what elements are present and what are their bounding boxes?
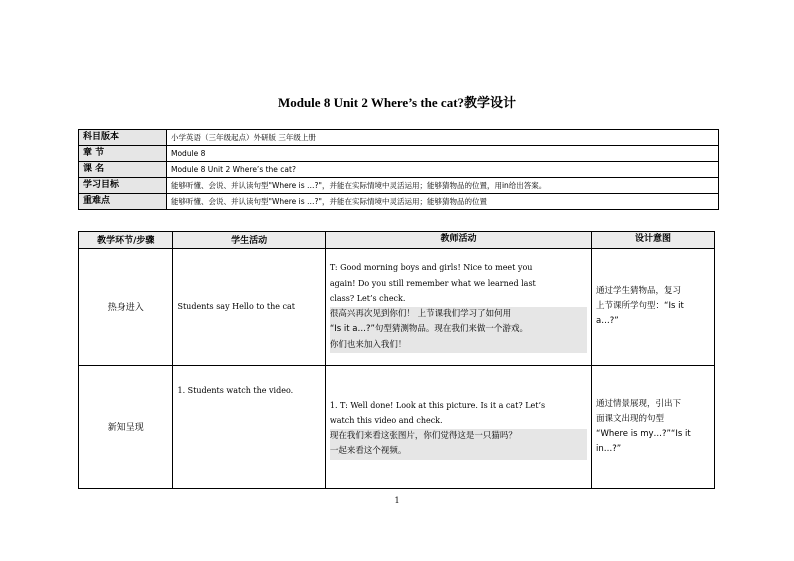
- step-cell: 热身进入: [79, 248, 173, 365]
- lesson-row-warmup: [79, 248, 715, 365]
- intent-line: 上节课所学句型：“Is it: [596, 301, 684, 311]
- info-key: 科目版本: [79, 130, 167, 146]
- course-info-table: [78, 129, 719, 210]
- info-row: [79, 146, 719, 162]
- lesson-header-row: [79, 232, 715, 249]
- teacher-line-en: class? Let’s check.: [329, 294, 406, 303]
- teacher-line-zh: 你们也来加入我们！: [330, 338, 587, 354]
- info-row: [79, 178, 719, 194]
- info-key: 学习目标: [79, 178, 167, 194]
- info-value: Module 8: [167, 146, 719, 162]
- intent-line: 通过学生猜物品，复习: [596, 286, 682, 296]
- info-value: 能够听懂、会说、并认读句型"Where is …?"，并能在实际情境中灵活运用；能够猜物品的位置，用in给出答案。: [167, 178, 719, 194]
- teacher-line-zh: 很高兴再次见到你们！ 上节课我们学习了如何用: [330, 307, 587, 323]
- intent-line: “Where is my…?”“Is it: [596, 428, 691, 439]
- header-step: 教学环节/步骤: [79, 232, 173, 249]
- header-student-activity: 学生活动: [173, 232, 325, 249]
- info-row: [79, 162, 719, 178]
- student-activity-cell: 1. Students watch the video.: [173, 365, 325, 488]
- intent-line: 通过情景展现，引出下: [596, 398, 682, 409]
- info-key: 课 名: [79, 162, 167, 178]
- page-number: 1: [394, 496, 400, 505]
- lesson-row-presentation: [79, 365, 715, 488]
- student-activity-cell: Students say Hello to the cat: [173, 248, 325, 365]
- teacher-line-zh: “Is it a…?”句型猜测物品。现在我们来做一个游戏。: [330, 322, 587, 338]
- intent-line: a…?”: [596, 316, 619, 326]
- info-value: 能够听懂、会说、并认读句型"Where is …?"，并能在实际情境中灵活运用；能够猜物品的位置: [167, 194, 719, 210]
- header-design-intent: 设计意图: [592, 232, 715, 249]
- teacher-line-zh: 一起来看这个视频。: [330, 444, 587, 460]
- teacher-activity-cell: [325, 248, 591, 365]
- intent-line: in…?”: [596, 443, 622, 454]
- info-value: 小学英语（三年级起点）外研版 三年级上册: [167, 130, 719, 146]
- teacher-line-en: watch this video and check.: [329, 416, 443, 425]
- document-title: Module 8 Unit 2 Where’s the cat?教学设计: [277, 95, 517, 110]
- teacher-activity-cell: [325, 365, 591, 488]
- teacher-line-en: T: Good morning boys and girls! Nice to meet you: [329, 263, 533, 272]
- teacher-line-en: 1. T: Well done! Look at this picture. Is it a cat? Let’s: [329, 400, 546, 410]
- design-intent-cell: [592, 365, 715, 488]
- intent-line: 面课文出现的句型: [596, 413, 665, 424]
- design-intent-cell: [592, 248, 715, 365]
- info-row: [79, 130, 719, 146]
- header-teacher-activity: 教师活动: [325, 232, 591, 249]
- teacher-line-en: again! Do you still remember what we learned last: [329, 278, 536, 288]
- info-value: Module 8 Unit 2 Where’s the cat?: [167, 162, 719, 178]
- teacher-line-zh: 现在我们来看这张图片，你们觉得这是一只猫吗？: [330, 429, 587, 445]
- info-row: [79, 194, 719, 210]
- step-cell: 新知呈现: [79, 365, 173, 488]
- lesson-plan-table: [78, 231, 715, 489]
- info-key: 章 节: [79, 146, 167, 162]
- info-key: 重难点: [79, 194, 167, 210]
